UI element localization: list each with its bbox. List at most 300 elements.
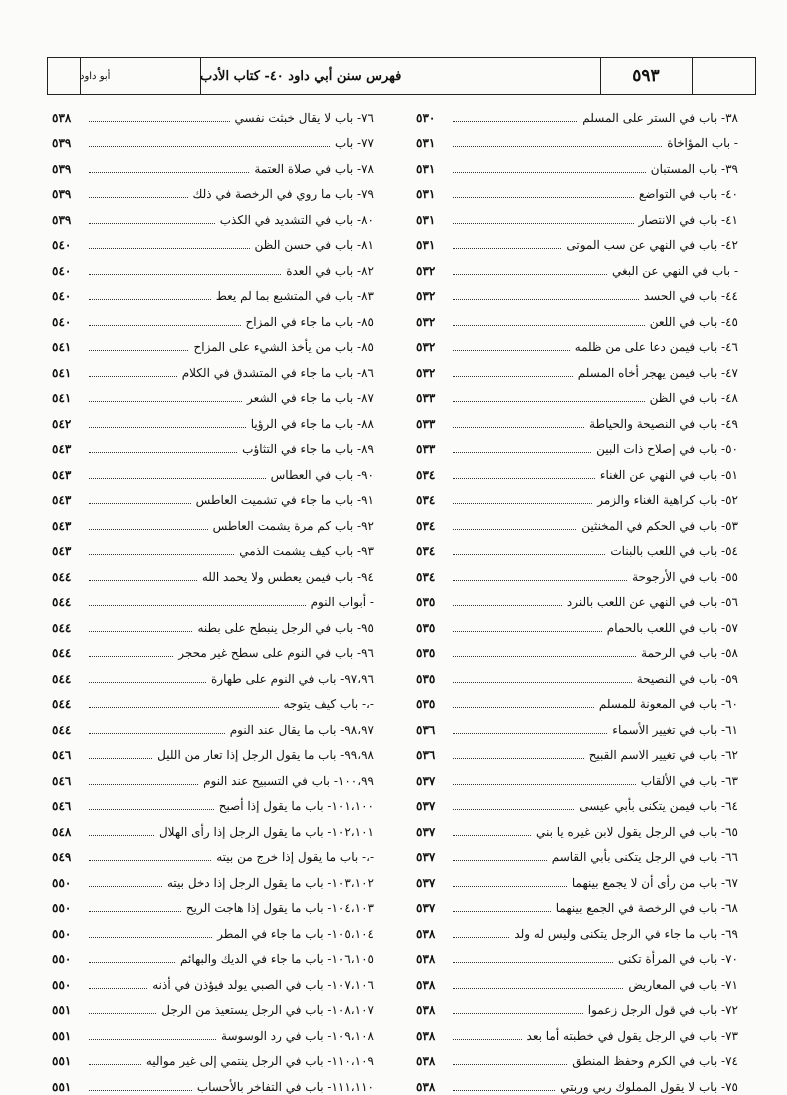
toc-entry-page: ٥٤٤	[52, 595, 72, 609]
dot-leader	[453, 553, 605, 555]
toc-entry-page: ٥٤٣	[52, 544, 72, 558]
dot-leader	[453, 349, 570, 351]
toc-entry-title: ٥٢- باب كراهية الغناء والزمر	[597, 493, 738, 507]
dot-leader	[453, 247, 561, 249]
toc-entry	[52, 814, 374, 840]
toc-entry-page: ٥٣٣	[416, 391, 436, 405]
toc-entry-page: ٥٤٣	[52, 467, 72, 482]
toc-entry	[416, 534, 738, 560]
toc-entry-title: ٣٩- باب المستبان	[650, 161, 738, 176]
header-author: أبو داود	[80, 70, 111, 82]
toc-entry-page: ٥٤٠	[52, 238, 72, 252]
dot-leader	[89, 171, 249, 173]
toc-entry-page: ٥٣١	[416, 161, 436, 176]
toc-entry-page: ٥٥١	[52, 1028, 72, 1043]
dot-leader	[453, 502, 592, 504]
toc-entry-title: ١١١،١١٠- باب في التفاخر بالأحساب	[196, 1079, 374, 1094]
toc-entry-page: ٥٣٤	[416, 518, 436, 533]
toc-column-right	[416, 100, 738, 1095]
toc-entry-title: ٧٨- باب في صلاة العتمة	[254, 161, 374, 176]
toc-entry-page: ٥٥٠	[52, 977, 72, 992]
toc-entry-title: ٨٩- باب ما جاء في التثاؤب	[242, 442, 374, 456]
toc-entry-title: ٩٤- باب فيمن يعطس ولا يحمد الله	[201, 569, 374, 584]
toc-entry-page: ٥٣٤	[416, 544, 436, 558]
toc-entry-title: ٤٤- باب في الحسد	[643, 289, 738, 303]
dot-leader	[89, 145, 330, 147]
toc-entry-title: - باب في النهي عن البغي	[612, 263, 738, 278]
dot-leader	[453, 859, 547, 861]
dot-leader	[89, 1038, 216, 1040]
dot-leader	[89, 655, 173, 657]
toc-entry-page: ٥٤١	[52, 340, 72, 354]
toc-entry	[52, 738, 374, 764]
dot-leader	[453, 196, 634, 198]
dot-leader	[453, 145, 662, 147]
toc-entry-page: ٥٤٠	[52, 289, 72, 303]
toc-entry-page: ٥٤٤	[52, 722, 72, 737]
toc-entry-page: ٥٤٦	[52, 773, 72, 788]
dot-leader	[89, 298, 211, 300]
toc-entry	[416, 814, 738, 840]
dot-leader	[453, 910, 551, 912]
toc-entry-title: ٧٧- باب	[334, 136, 374, 150]
toc-entry	[52, 763, 374, 789]
toc-entry-page: ٥٥١	[52, 1079, 72, 1094]
toc-entry-title: ٦٥- باب في الرجل يقول لابن غيره يا بني	[535, 824, 738, 839]
toc-entry-title: ١٠٢،١٠١- باب ما يقول الرجل إذا رأى الهلال	[158, 824, 374, 839]
toc-entry	[52, 1018, 374, 1044]
toc-entry-title: ٩١- باب ما جاء في تشميت العاطس	[195, 493, 374, 507]
toc-entry	[52, 202, 374, 228]
dot-leader	[89, 120, 230, 122]
toc-entry-title: ٨١- باب في حسن الظن	[254, 238, 374, 252]
toc-entry	[416, 406, 738, 432]
toc-entry-title: ٧٣- باب في الرجل يقول في خطبته أما بعد	[526, 1028, 738, 1043]
toc-entry	[52, 687, 374, 713]
dot-leader	[89, 375, 177, 377]
header-empty-left	[48, 58, 80, 94]
toc-entry-page: ٥٣٧	[416, 824, 436, 839]
toc-entry	[416, 508, 738, 534]
dot-leader	[89, 579, 197, 581]
dot-leader	[453, 273, 607, 275]
toc-entry	[416, 585, 738, 611]
toc-entry	[416, 687, 738, 713]
toc-entry-title: ٩٢- باب كم مرة يشمت العاطس	[212, 518, 374, 533]
dot-leader	[453, 171, 646, 173]
toc-entry	[52, 279, 374, 305]
toc-entry	[416, 967, 738, 993]
toc-entry	[416, 1018, 738, 1044]
toc-entry-title: ٥٩- باب في النصيحة	[636, 671, 738, 686]
toc-entry-title: ٦٩- باب ما جاء في الرجل يتكنى وليس له ولد	[514, 926, 738, 941]
dot-leader	[453, 604, 562, 606]
toc-entry	[416, 712, 738, 738]
toc-entry-page: ٥٣٨	[52, 110, 72, 125]
toc-entry-page: ٥٣٢	[416, 263, 436, 278]
toc-entry-page: ٥٤٤	[52, 569, 72, 584]
dot-leader	[453, 528, 576, 530]
dot-leader	[453, 222, 634, 224]
toc-entry-page: ٥٣٧	[416, 875, 436, 890]
dot-leader	[89, 808, 214, 810]
toc-entry-title: ٨٢- باب في العدة	[286, 263, 374, 278]
toc-entry-page: ٥٤٦	[52, 799, 72, 813]
toc-entry-page: ٥٤١	[52, 365, 72, 380]
toc-entry-page: ٥٣٩	[52, 161, 72, 176]
dot-leader	[453, 655, 636, 657]
dot-leader	[89, 936, 212, 938]
toc-entry-title: ٧٥- باب لا يقول المملوك ربي وربتي	[560, 1079, 738, 1094]
toc-entry	[52, 457, 374, 483]
toc-entry-title: ٩٦- باب في النوم على سطح غير محجر	[178, 646, 374, 660]
dot-leader	[89, 502, 191, 504]
dot-leader	[453, 808, 574, 810]
toc-entry	[52, 228, 374, 254]
toc-entry	[416, 202, 738, 228]
dot-leader	[89, 247, 250, 249]
dot-leader	[453, 400, 645, 402]
toc-entry	[416, 738, 738, 764]
dot-leader	[89, 885, 162, 887]
toc-entry	[52, 177, 374, 203]
toc-entry	[416, 355, 738, 381]
toc-entry-title: ٤٢- باب في النهي عن سب الموتى	[566, 238, 738, 252]
dot-leader	[453, 936, 509, 938]
toc-entry-title: ٨٥- باب من يأخذ الشيء على المزاح	[193, 340, 374, 354]
dot-leader	[89, 910, 181, 912]
toc-entry-title: ٣٨- باب في الستر على المسلم	[582, 110, 738, 125]
dot-leader	[453, 732, 607, 734]
toc-entry-title: ٨٣- باب في المتشبع بما لم يعط	[215, 289, 374, 303]
toc-entry	[52, 840, 374, 866]
toc-entry-title: ١٠٠،٩٩- باب في التسبيح عند النوم	[203, 773, 374, 788]
toc-entry-title: ٤٠- باب في التواضع	[638, 187, 738, 201]
toc-entry	[416, 483, 738, 509]
dot-leader	[89, 349, 188, 351]
toc-entry	[52, 432, 374, 458]
toc-entry	[416, 916, 738, 942]
toc-entry-title: ٤٩- باب في النصيحة والحياطة	[589, 416, 738, 431]
toc-entry-page: ٥٣٥	[416, 620, 436, 635]
toc-entry-page: ٥٤٠	[52, 263, 72, 278]
toc-entry-title: ٧٢- باب في قول الرجل زعموا	[587, 1003, 738, 1017]
toc-entry	[52, 406, 374, 432]
toc-entry	[52, 508, 374, 534]
toc-entry	[416, 304, 738, 330]
toc-entry-title: ٧٩- باب ما روي في الرخصة في ذلك	[192, 187, 374, 201]
dot-leader	[89, 987, 147, 989]
dot-leader	[89, 961, 175, 963]
toc-entry	[416, 840, 738, 866]
toc-entry-title: ٦٦- باب في الرجل يتكنى بأبي القاسم	[551, 850, 738, 864]
toc-entry-page: ٥٣٨	[416, 1028, 436, 1043]
toc-entry-page: ٥٣٣	[416, 416, 436, 431]
toc-entry	[52, 330, 374, 356]
toc-entry-title: ٤٦- باب فيمن دعا على من ظلمه	[574, 340, 738, 354]
toc-entry-title: ٩٧،٩٦- باب في النوم على طهارة	[210, 671, 374, 686]
toc-entry-page: ٥٣٩	[52, 187, 72, 201]
dot-leader	[453, 298, 639, 300]
toc-entry-title: ٨٠- باب في التشديد في الكذب	[219, 212, 374, 227]
toc-entry-page: ٥٣٧	[416, 773, 436, 788]
dot-leader	[89, 1089, 192, 1091]
toc-entry	[52, 865, 374, 891]
dot-leader	[89, 196, 188, 198]
toc-entry	[416, 942, 738, 968]
toc-entry-page: ٥٣١	[416, 187, 436, 201]
toc-entry	[52, 789, 374, 815]
toc-entry-title: ١٠٦،١٠٥- باب ما جاء في الديك والبهائم	[180, 952, 374, 966]
toc-entry-title: ٩٥- باب في الرجل ينبطح على بطنه	[197, 620, 374, 635]
toc-entry	[416, 610, 738, 636]
toc-entry-title: ٧٦- باب لا يقال خبثت نفسي	[234, 110, 374, 125]
dot-leader	[89, 324, 241, 326]
dot-leader	[453, 961, 613, 963]
toc-entry-page: ٥٣٢	[416, 365, 436, 380]
toc-entry-title: ٦٢- باب في تغيير الاسم القبيح	[588, 748, 738, 762]
toc-entry	[416, 661, 738, 687]
toc-entry-title: ٨٦- باب ما جاء في المتشدق في الكلام	[181, 365, 374, 380]
toc-entry-page: ٥٤٤	[52, 646, 72, 660]
dot-leader	[453, 885, 567, 887]
toc-entry	[52, 610, 374, 636]
toc-entry-page: ٥٣٥	[416, 697, 436, 711]
dot-leader	[89, 451, 237, 453]
dot-leader	[89, 1063, 141, 1065]
toc-entry-page: ٥٣٢	[416, 340, 436, 354]
toc-entry-page: ٥٣٢	[416, 289, 436, 303]
toc-entry-page: ٥٣٧	[416, 850, 436, 864]
toc-entry-page: ٥٥٠	[52, 875, 72, 890]
toc-entry-page: ٥٣٧	[416, 901, 436, 915]
toc-column-left	[52, 100, 374, 1095]
dot-leader	[89, 859, 211, 861]
toc-entry-page: ٥٤٣	[52, 442, 72, 456]
toc-entry	[416, 457, 738, 483]
dot-leader	[453, 579, 627, 581]
toc-entry-title: ٥٠- باب في إصلاح ذات البين	[596, 442, 738, 456]
toc-entry-title: ٥٨- باب في الرحمة	[641, 646, 738, 660]
dot-leader	[89, 273, 281, 275]
toc-entry-title: ٥٦- باب في النهي عن اللعب بالنرد	[566, 595, 738, 609]
toc-entry-page: ٥٤٠	[52, 314, 72, 329]
toc-entry-page: ٥٣٤	[416, 569, 436, 584]
toc-entry-page: ٥٣١	[416, 136, 436, 150]
toc-entry-title: ١٠٤،١٠٣- باب ما يقول إذا هاجت الريح	[185, 901, 374, 915]
toc-entry-title: ٩٩،٩٨- باب ما يقول الرجل إذا تعار من الليل	[157, 748, 374, 762]
toc-entry-title: ٩٣- باب كيف يشمت الذمي	[239, 544, 374, 558]
toc-entry	[416, 381, 738, 407]
toc-entry-page: ٥٤٤	[52, 697, 72, 711]
toc-entry-page: ٥٣٠	[416, 110, 436, 125]
toc-entry-page: ٥٣١	[416, 238, 436, 252]
dot-leader	[89, 783, 198, 785]
toc-entry-title: ٧١- باب في المعاريض	[628, 977, 738, 992]
toc-entry-page: ٥٣٨	[416, 1054, 436, 1068]
toc-entry-title: ٦٠- باب في المعونة للمسلم	[598, 697, 738, 711]
toc-entry	[52, 559, 374, 585]
dot-leader	[89, 426, 246, 428]
toc-entry	[416, 279, 738, 305]
toc-entry	[416, 151, 738, 177]
toc-entry	[416, 253, 738, 279]
toc-entry	[52, 355, 374, 381]
toc-entry	[52, 381, 374, 407]
page-header	[47, 57, 756, 95]
dot-leader	[453, 757, 584, 759]
toc-entry	[52, 1044, 374, 1070]
toc-entry-page: ٥٤١	[52, 391, 72, 405]
dot-leader	[89, 477, 266, 479]
dot-leader	[453, 783, 636, 785]
toc-entry	[416, 865, 738, 891]
toc-entry-page: ٥٤٣	[52, 493, 72, 507]
toc-entry-title: ٥٣- باب في الحكم في المخنثين	[581, 518, 738, 533]
header-title: فهرس سنن أبي داود ٤٠- كتاب الأدب	[200, 68, 402, 84]
toc-entry	[416, 432, 738, 458]
toc-entry-page: ٥٣٥	[416, 646, 436, 660]
toc-entry-title: - باب المؤاخاة	[667, 136, 738, 150]
toc-entry-title: ٥٧- باب في اللعب بالحمام	[606, 620, 738, 635]
toc-entry-title: ٦٤- باب فيمن يتكنى بأبي عيسى	[579, 799, 738, 813]
dot-leader	[453, 630, 602, 632]
dot-leader	[89, 732, 225, 734]
dot-leader	[453, 1089, 555, 1091]
toc-entry	[52, 891, 374, 917]
dot-leader	[89, 604, 306, 606]
toc-entry-page: ٥٤٩	[52, 850, 72, 864]
toc-entry	[416, 228, 738, 254]
toc-entry-page: ٥٣٥	[416, 671, 436, 686]
toc-entry	[52, 942, 374, 968]
dot-leader	[453, 120, 577, 122]
toc-entry-page: ٥٤٦	[52, 748, 72, 762]
toc-entry	[416, 177, 738, 203]
dot-leader	[453, 1063, 567, 1065]
toc-entry	[416, 126, 738, 152]
dot-leader	[453, 987, 623, 989]
toc-entry-title: ١٠١،١٠٠- باب ما يقول إذا أصبح	[218, 799, 374, 813]
toc-entry-title: ٩٨،٩٧- باب ما يقال عند النوم	[229, 722, 374, 737]
toc-entry-page: ٥٥٠	[52, 952, 72, 966]
dot-leader	[453, 426, 584, 428]
toc-entry-page: ٥٥٠	[52, 926, 72, 941]
toc-entry-page: ٥٥١	[52, 1054, 72, 1068]
toc-entry-page: ٥٤٤	[52, 620, 72, 635]
toc-entry-title: ٤٨- باب في الظن	[649, 391, 738, 405]
toc-entry	[52, 253, 374, 279]
toc-entry-page: ٥٣١	[416, 212, 436, 227]
toc-entry	[416, 100, 738, 126]
toc-entry	[52, 585, 374, 611]
toc-entry-title: ١١٠،١٠٩- باب في الرجل ينتمي إلى غير مواليه	[145, 1054, 374, 1068]
toc-entry-title: ٥٥- باب في الأرجوحة	[632, 569, 738, 584]
dot-leader	[453, 324, 645, 326]
toc-entry-title: ١٠٥،١٠٤- باب ما جاء في المطر	[217, 926, 374, 941]
toc-entry-page: ٥٤٢	[52, 416, 72, 431]
header-empty-right	[692, 58, 755, 94]
toc-entry-title: ٦٣- باب في الألقاب	[640, 773, 738, 788]
toc-entry	[52, 534, 374, 560]
toc-entry-title: -،- باب ما يقول إذا خرج من بيته	[216, 850, 374, 864]
toc-entry-page: ٥٣٢	[416, 314, 436, 329]
toc-entry-page: ٥٣٩	[52, 212, 72, 227]
toc-entry-page: ٥٣٤	[416, 467, 436, 482]
toc-entry-title: ٨٧- باب ما جاء في الشعر	[247, 391, 374, 405]
toc-entry-page: ٥٥١	[52, 1003, 72, 1017]
dot-leader	[89, 757, 152, 759]
toc-entry	[52, 126, 374, 152]
toc-entry-page: ٥٣٨	[416, 952, 436, 966]
dot-leader	[453, 375, 573, 377]
toc-entry	[416, 763, 738, 789]
dot-leader	[453, 1012, 583, 1014]
toc-entry-page: ٥٣٨	[416, 1003, 436, 1017]
toc-entry-title: ٤٥- باب في اللعن	[649, 314, 738, 329]
toc-entry-page: ٥٣٧	[416, 799, 436, 813]
dot-leader	[89, 400, 242, 402]
toc-entry	[52, 712, 374, 738]
dot-leader	[89, 834, 154, 836]
toc-entry-page: ٥٣٦	[416, 748, 436, 762]
dot-leader	[89, 222, 215, 224]
toc-entry-page: ٥٣٥	[416, 595, 436, 609]
toc-entry-title: ٤١- باب في الانتصار	[638, 212, 738, 227]
page-number: ٥٩٣	[632, 66, 660, 86]
dot-leader	[89, 1012, 156, 1014]
toc-entry-title: ٦١- باب في تغيير الأسماء	[612, 722, 738, 737]
toc-entry	[416, 1044, 738, 1070]
toc-entry	[52, 636, 374, 662]
toc-entry	[416, 559, 738, 585]
toc-entry-title: ٨٨- باب ما جاء في الرؤيا	[250, 416, 374, 431]
toc-entry-title: ٨٥- باب ما جاء في المزاح	[245, 314, 374, 329]
toc-entry-title: ٩٠- باب في العطاس	[270, 467, 374, 482]
toc-entry	[52, 661, 374, 687]
toc-entry-title: ١٠٧،١٠٦- باب في الصبي يولد فيؤذن في أذنه	[152, 977, 374, 992]
dot-leader	[89, 528, 208, 530]
toc-entry-page: ٥٥٠	[52, 901, 72, 915]
toc-entry-page: ٥٣٦	[416, 722, 436, 737]
toc-entry	[416, 636, 738, 662]
toc-entry	[416, 891, 738, 917]
toc-entry-title: ٤٧- باب فيمن يهجر أخاه المسلم	[577, 365, 738, 380]
toc-entry-page: ٥٣٩	[52, 136, 72, 150]
toc-entry	[52, 304, 374, 330]
dot-leader	[453, 706, 594, 708]
toc-entry	[52, 151, 374, 177]
dot-leader	[89, 553, 234, 555]
toc-entry-page: ٥٣٨	[416, 926, 436, 941]
toc-entry	[416, 789, 738, 815]
toc-entry	[52, 100, 374, 126]
dot-leader	[89, 681, 206, 683]
dot-leader	[453, 477, 595, 479]
toc-entry-page: ٥٣٣	[416, 442, 436, 456]
toc-entry-title: ١٠٣،١٠٢- باب ما يقول الرجل إذا دخل بيته	[166, 875, 374, 890]
toc-entry-title: ٧٠- باب في المرأة تكنى	[618, 952, 738, 966]
toc-entry-title: -،- باب كيف يتوجه	[283, 697, 374, 711]
toc-entry-title: ٦٨- باب في الرخصة في الجمع بينهما	[555, 901, 738, 915]
dot-leader	[89, 630, 192, 632]
toc-entry-title: ١٠٨،١٠٧- باب في الرجل يستعيذ من الرجل	[161, 1003, 374, 1017]
toc-entry-page: ٥٤٨	[52, 824, 72, 839]
dot-leader	[453, 451, 591, 453]
toc-entry-page: ٥٤٣	[52, 518, 72, 533]
toc-entry	[52, 967, 374, 993]
toc-entry-title: ٧٤- باب في الكرم وحفظ المنطق	[572, 1054, 738, 1068]
